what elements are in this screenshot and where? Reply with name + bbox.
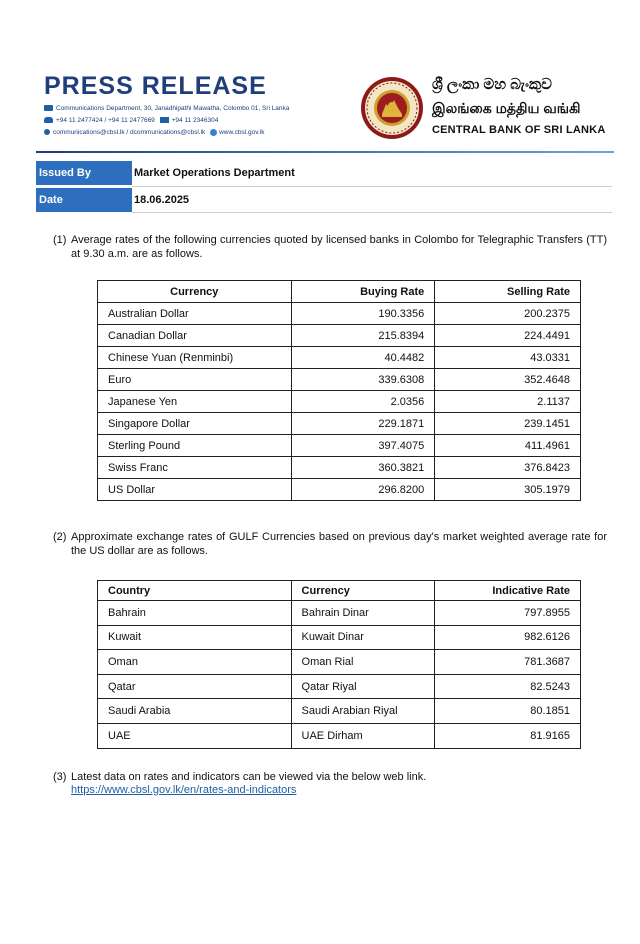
table-cell: 781.3687 [435, 650, 581, 675]
section-number: (1) [53, 234, 67, 246]
table-row [98, 723, 581, 748]
table-cell: Kuwait [98, 625, 292, 650]
section-number: (3) [53, 771, 67, 783]
table-cell: Bahrain Dinar [291, 601, 435, 626]
bank-name-sinhala: ශ්‍රී ලංකා මහ බැංකුව [432, 76, 552, 93]
table-row [98, 699, 581, 724]
table-cell: Bahrain [98, 601, 292, 626]
table-cell: 239.1451 [435, 413, 581, 435]
table-cell: UAE Dirham [291, 723, 435, 748]
column-header: Country [98, 581, 292, 601]
table-cell: 296.8200 [291, 479, 435, 501]
table-row [98, 303, 581, 325]
table-cell: 215.8394 [291, 325, 435, 347]
website-text[interactable]: www.cbsl.gov.lk [219, 129, 265, 136]
table-cell: Oman Rial [291, 650, 435, 675]
mail-icon [44, 105, 53, 111]
table-cell: Qatar [98, 674, 292, 699]
table-cell: 339.6308 [291, 369, 435, 391]
table-row [98, 457, 581, 479]
rates-indicators-link[interactable]: https://www.cbsl.gov.lk/en/rates-and-indicators [71, 784, 297, 796]
table-cell: 224.4491 [435, 325, 581, 347]
table-cell: Oman [98, 650, 292, 675]
table-cell: 397.4075 [291, 435, 435, 457]
table-row [98, 625, 581, 650]
section-3-paragraph [53, 770, 607, 784]
table-row [98, 391, 581, 413]
press-release-title: PRESS RELEASE [44, 72, 267, 100]
section-text: Approximate exchange rates of GULF Currencies based on previous day's market weighted average rate for the US dollar are as follows. [71, 531, 607, 557]
address-text: Communications Department, 30, Janadhipathi Mawatha, Colombo 01, Sri Lanka [56, 105, 290, 112]
column-header: Selling Rate [435, 281, 581, 303]
table-cell: 797.8955 [435, 601, 581, 626]
table-row [98, 369, 581, 391]
table-cell: US Dollar [98, 479, 292, 501]
table-cell: UAE [98, 723, 292, 748]
section-2-paragraph [53, 530, 607, 560]
table-cell: 305.1979 [435, 479, 581, 501]
table-cell: 2.0356 [291, 391, 435, 413]
date-label: Date [36, 188, 132, 212]
date-value: 18.06.2025 [134, 194, 190, 206]
header-divider [36, 151, 614, 153]
table-row [98, 601, 581, 626]
column-header: Currency [291, 581, 435, 601]
central-bank-seal-logo [360, 76, 424, 140]
table-row [98, 413, 581, 435]
table-header-row [98, 281, 581, 303]
email-text[interactable]: communications@cbsl.lk / dcommunications@cbsl.lk [53, 129, 206, 136]
section-text: Latest data on rates and indicators can be viewed via the below web link. [71, 771, 427, 783]
table-cell: Euro [98, 369, 292, 391]
section-1-paragraph [53, 233, 607, 263]
table-cell: Swiss Franc [98, 457, 292, 479]
table-cell: 2.1137 [435, 391, 581, 413]
table-cell: Sterling Pound [98, 435, 292, 457]
table-cell: 43.0331 [435, 347, 581, 369]
bank-name-tamil: இலங்கை மத்திய வங்கி [432, 100, 581, 116]
tt-rates-table [97, 280, 581, 501]
table-cell: Canadian Dollar [98, 325, 292, 347]
issued-by-value: Market Operations Department [134, 167, 295, 179]
table-row [98, 325, 581, 347]
email-icon [44, 129, 50, 135]
table-cell: 411.4961 [435, 435, 581, 457]
phone-line [44, 116, 218, 126]
table-row [98, 479, 581, 501]
table-cell: 229.1871 [291, 413, 435, 435]
fax-text: +94 11 2346304 [171, 117, 219, 124]
globe-icon [210, 129, 217, 136]
table-row [98, 650, 581, 675]
table-cell: Australian Dollar [98, 303, 292, 325]
table-cell: Singapore Dollar [98, 413, 292, 435]
table-cell: 982.6126 [435, 625, 581, 650]
phone-text: +94 11 2477424 / +94 11 2477669 [56, 117, 155, 124]
table-header-row [98, 581, 581, 601]
meta-divider [132, 186, 612, 187]
table-cell: 190.3356 [291, 303, 435, 325]
table-row [98, 674, 581, 699]
table-cell: Japanese Yen [98, 391, 292, 413]
table-cell: Kuwait Dinar [291, 625, 435, 650]
table-cell: Saudi Arabian Riyal [291, 699, 435, 724]
phone-icon [44, 117, 53, 123]
table-cell: 82.5243 [435, 674, 581, 699]
table-cell: 360.3821 [291, 457, 435, 479]
table-cell: 80.1851 [435, 699, 581, 724]
table-row [98, 435, 581, 457]
issued-by-label: Issued By [36, 161, 132, 185]
table-row [98, 347, 581, 369]
table-cell: 376.8423 [435, 457, 581, 479]
column-header: Indicative Rate [435, 581, 581, 601]
email-line [44, 128, 265, 138]
section-text: Average rates of the following currencies quoted by licensed banks in Colombo for Telegraphic Transfers (TT) at 9.30 a.m. are as follows. [71, 234, 607, 260]
gulf-rates-table [97, 580, 581, 749]
table-cell: 40.4482 [291, 347, 435, 369]
table-cell: Chinese Yuan (Renminbi) [98, 347, 292, 369]
fax-icon [160, 117, 169, 123]
section-number: (2) [53, 531, 67, 543]
address-line [44, 104, 289, 114]
table-cell: 81.9165 [435, 723, 581, 748]
table-cell: 352.4648 [435, 369, 581, 391]
table-cell: Qatar Riyal [291, 674, 435, 699]
bank-name-english: CENTRAL BANK OF SRI LANKA [432, 124, 606, 136]
table-cell: Saudi Arabia [98, 699, 292, 724]
column-header: Buying Rate [291, 281, 435, 303]
column-header: Currency [98, 281, 292, 303]
table-cell: 200.2375 [435, 303, 581, 325]
meta-divider [132, 212, 612, 213]
